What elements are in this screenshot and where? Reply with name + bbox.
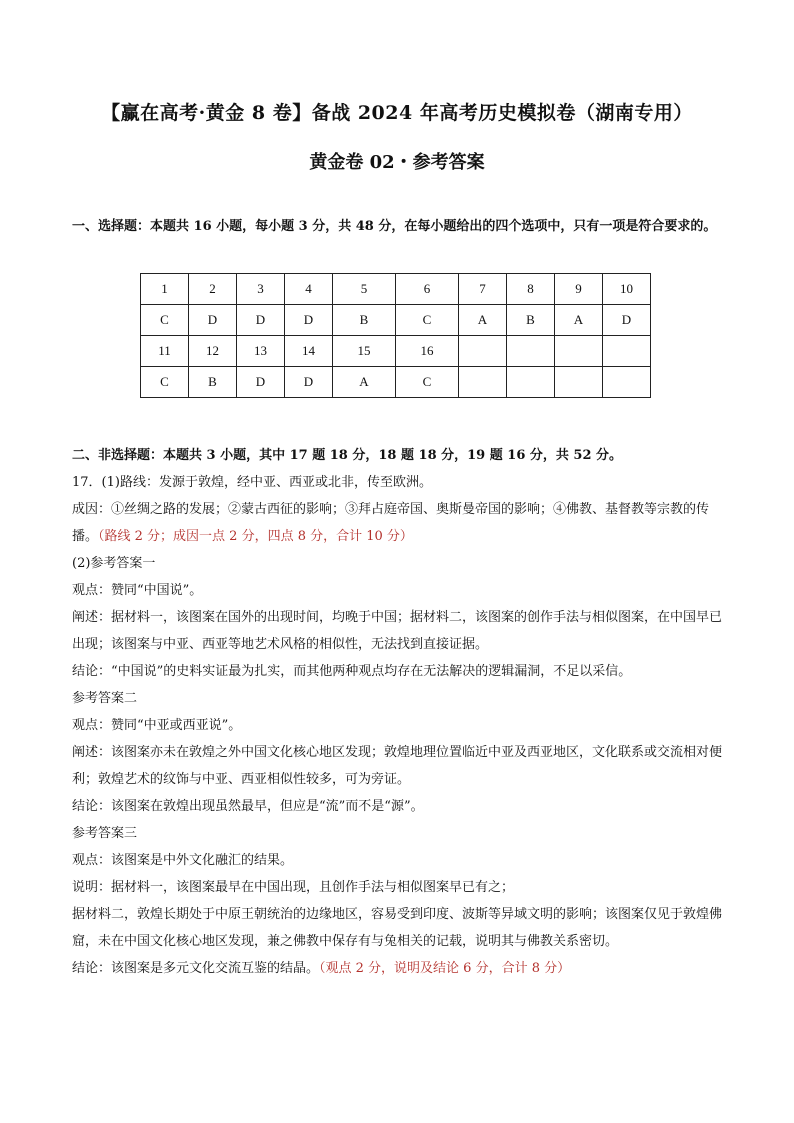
table-cell: C <box>141 367 189 398</box>
document-subtitle: 黄金卷 02・参考答案 <box>309 152 485 173</box>
table-cell: 14 <box>285 336 333 367</box>
table-cell: 1 <box>141 274 189 305</box>
section1-intro: 一、选择题：本题共 16 小题，每小题 3 分，共 48 分，在每小题给出的四个选项中，只有一项是符合要求的。 <box>72 219 717 234</box>
table-cell: B <box>507 305 555 336</box>
table-row <box>141 336 651 367</box>
table-cell: 4 <box>285 274 333 305</box>
table-cell <box>603 367 651 398</box>
table-cell: 12 <box>189 336 237 367</box>
ref1-heading: (2)参考答案一 <box>72 556 156 571</box>
table-cell <box>603 336 651 367</box>
q17-1-cause-text: 成因：①丝绸之路的发展；②蒙古西征的影响；③拜占庭帝国、奥斯曼帝国的影响；④佛教、基督教等宗教的传播。 <box>72 502 710 544</box>
table-cell: D <box>237 367 285 398</box>
table-cell: 5 <box>333 274 396 305</box>
section2 <box>72 442 724 982</box>
table-cell: 7 <box>459 274 507 305</box>
ref3-conclusion-text: 结论：该图案是多元文化交流互鉴的结晶。 <box>72 961 320 976</box>
ref1-explain: 阐述：据材料一，该图案在国外的出现时间，均晚于中国；据材料二，该图案的创作手法与相似图案，在中国早已出现；该图案与中亚、西亚等地艺术风格的相似性，无法找到直接证据。 <box>72 610 723 652</box>
table-cell <box>555 367 603 398</box>
table-cell: B <box>189 367 237 398</box>
table-row <box>141 305 651 336</box>
table-cell: 15 <box>333 336 396 367</box>
table-cell: 3 <box>237 274 285 305</box>
table-cell: A <box>555 305 603 336</box>
table-cell: 13 <box>237 336 285 367</box>
ref2-view: 观点：赞同“中亚或西亚说”。 <box>72 718 242 733</box>
table-cell: C <box>396 305 459 336</box>
table-cell: D <box>603 305 651 336</box>
ref3-score: （观点 2 分，说明及结论 6 分，合计 8 分） <box>319 961 571 976</box>
table-cell: B <box>333 305 396 336</box>
table-cell: D <box>285 305 333 336</box>
ref3-conclusion <box>72 955 724 982</box>
ref2-heading: 参考答案二 <box>72 691 138 706</box>
table-cell <box>507 336 555 367</box>
table-cell <box>459 336 507 367</box>
ref2-conclusion: 结论：该图案在敦煌出现虽然最早，但应是“流”而不是“源”。 <box>72 799 424 814</box>
ref1-view: 观点：赞同“中国说”。 <box>72 583 203 598</box>
document-title: 【赢在高考·黄金 8 卷】备战 2024 年高考历史模拟卷（湖南专用） <box>101 102 693 124</box>
ref3-view: 观点：该图案是中外文化融汇的结果。 <box>72 853 294 868</box>
table-cell: A <box>459 305 507 336</box>
table-cell <box>507 367 555 398</box>
table-cell: 10 <box>603 274 651 305</box>
table-cell: 11 <box>141 336 189 367</box>
ref3-heading: 参考答案三 <box>72 826 138 841</box>
table-cell: C <box>141 305 189 336</box>
table-cell: 8 <box>507 274 555 305</box>
q17-1-score: （路线 2 分；成因一点 2 分，四点 8 分，合计 10 分） <box>98 529 413 544</box>
section2-intro: 二、非选择题：本题共 3 小题，其中 17 题 18 分，18 题 18 分，19 题 16 分，共 52 分。 <box>72 448 623 463</box>
table-cell: D <box>285 367 333 398</box>
table-cell: D <box>189 305 237 336</box>
ref3-explain-1: 说明：据材料一，该图案最早在中国出现，且创作手法与相似图案早已有之； <box>72 880 515 895</box>
table-cell: C <box>396 367 459 398</box>
table-cell <box>555 336 603 367</box>
table-cell <box>459 367 507 398</box>
table-cell: 16 <box>396 336 459 367</box>
ref2-explain: 阐述：该图案亦未在敦煌之外中国文化核心地区发现；敦煌地理位置临近中亚及西亚地区，文化联系或交流相对便利；敦煌艺术的纹饰与中亚、西亚相似性较多，可为旁证。 <box>72 745 723 787</box>
ref1-conclusion: 结论：“中国说”的史料实证最为扎实，而其他两种观点均存在无法解决的逻辑漏洞，不足以采信。 <box>72 664 632 679</box>
q17-1-route: 17．(1)路线：发源于敦煌，经中亚、西亚或北非，传至欧洲。 <box>72 475 432 490</box>
table-cell: 2 <box>189 274 237 305</box>
table-cell: A <box>333 367 396 398</box>
table-cell: D <box>237 305 285 336</box>
table-row <box>141 274 651 305</box>
table-cell: 6 <box>396 274 459 305</box>
q17-1-cause <box>72 496 724 550</box>
answer-table <box>140 273 651 398</box>
table-row <box>141 367 651 398</box>
table-cell: 9 <box>555 274 603 305</box>
ref3-explain-2: 据材料二，敦煌长期处于中原王朝统治的边缘地区，容易受到印度、波斯等异域文明的影响；该图案仅见于敦煌佛窟，未在中国文化核心地区发现，兼之佛教中保存有与兔相关的记载，说明其与佛教关系密切。 <box>72 907 723 949</box>
